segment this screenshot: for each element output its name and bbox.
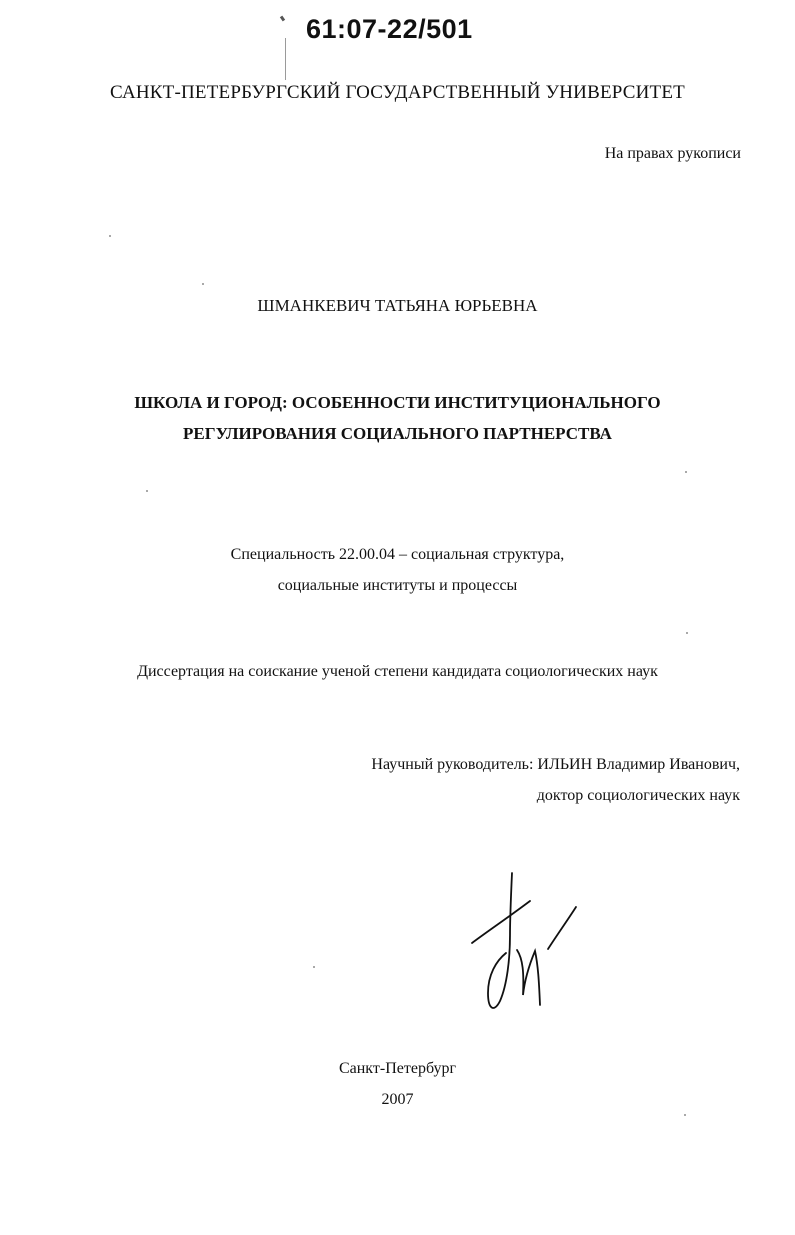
scan-speck — [202, 283, 204, 285]
supervisor-degree: доктор социологических наук — [536, 787, 740, 804]
city: Санкт-Петербург — [338, 1060, 457, 1077]
dissertation-title — [0, 387, 795, 449]
specialty-line-2: социальные институты и процессы — [277, 577, 518, 594]
scan-speck — [686, 632, 688, 634]
author-name: ШМАНКЕВИЧ ТАТЬЯНА ЮРЬЕВНА — [257, 296, 538, 315]
year: 2007 — [381, 1091, 414, 1108]
manuscript-rights: На правах рукописи — [604, 145, 741, 162]
scan-speck — [685, 471, 687, 473]
degree-statement: Диссертация на соискание ученой степени кандидата социологических наук — [137, 663, 658, 680]
supervisor-name: Научный руководитель: ИЛЬИН Владимир Иванович, — [371, 756, 740, 773]
title-line-2: РЕГУЛИРОВАНИЯ СОЦИАЛЬНОГО ПАРТНЕРСТВА — [183, 424, 612, 443]
specialty-line-1: Специальность 22.00.04 – социальная структура, — [230, 546, 565, 563]
title-line-1: ШКОЛА И ГОРОД: ОСОБЕННОСТИ ИНСТИТУЦИОНАЛЬНОГО — [134, 393, 661, 412]
scan-speck — [684, 1114, 686, 1116]
archive-stamp-code: 61:07-22/501 — [306, 14, 473, 44]
stamp-divider — [285, 38, 286, 80]
specialty — [0, 539, 795, 601]
scan-speck — [313, 966, 315, 968]
scan-mark — [280, 16, 285, 22]
scan-speck — [146, 490, 148, 492]
scan-speck — [109, 235, 111, 237]
university-name: САНКТ-ПЕТЕРБУРГСКИЙ ГОСУДАРСТВЕННЫЙ УНИВЕРСИТЕТ — [110, 82, 685, 103]
signature-image — [468, 867, 588, 1017]
